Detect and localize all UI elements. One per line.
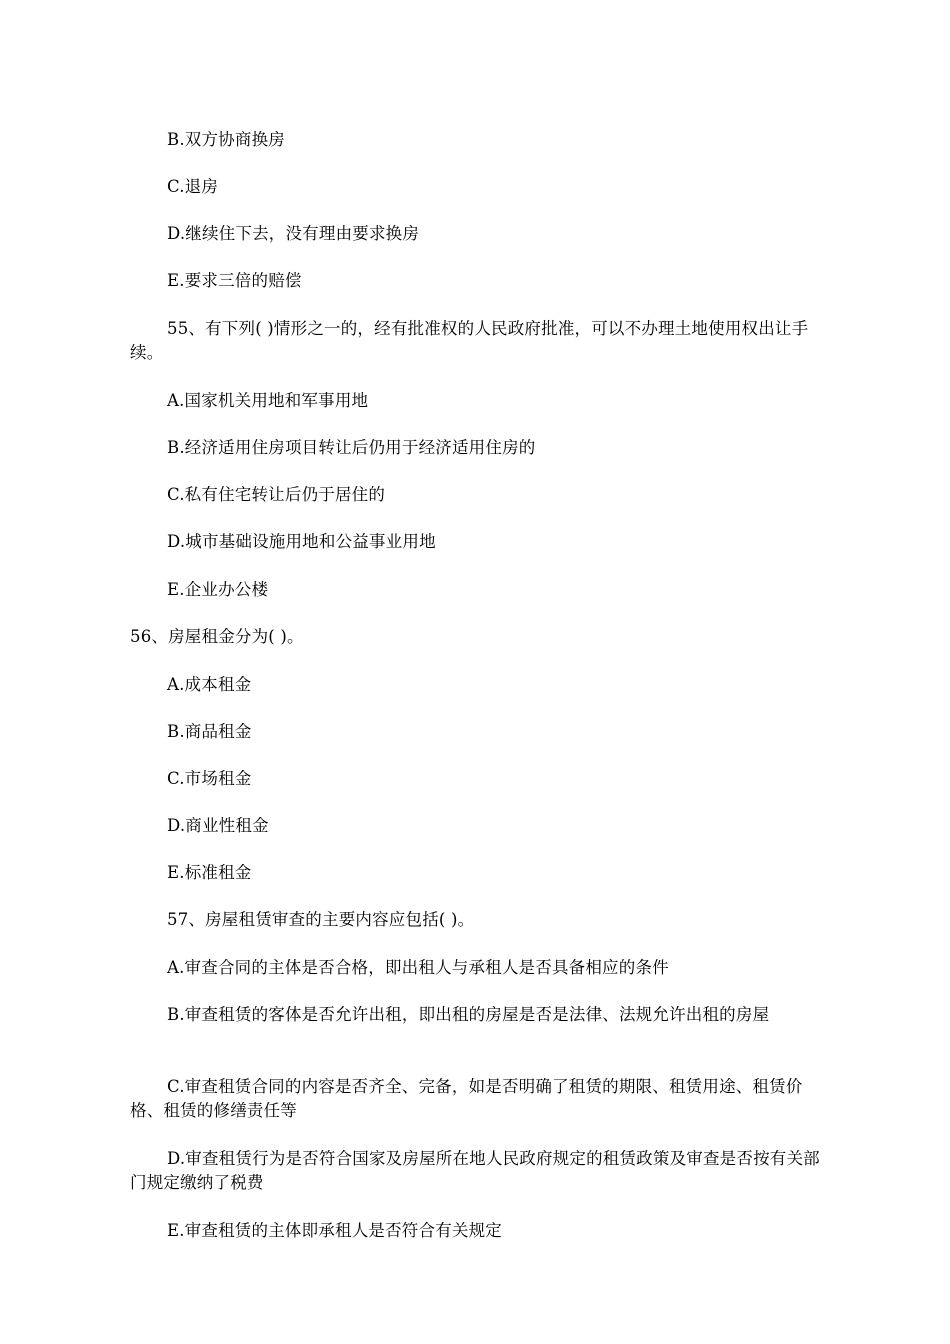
q56-option-d: D.商业性租金: [167, 816, 269, 835]
q56-option-b: B.商品租金: [167, 722, 252, 741]
q56-option-c: C.市场租金: [167, 769, 252, 788]
q57-option-d: D.审查租赁行为是否符合国家及房屋所在地人民政府规定的租赁政策及审查是否按有关部门规定缴纳了税费: [130, 1149, 820, 1192]
q57-option-a: A.审查合同的主体是否合格，即出租人与承租人是否具备相应的条件: [167, 958, 669, 977]
q57-option-c: C.审查租赁合同的内容是否齐全、完备，如是否明确了租赁的期限、租赁用途、租赁价格、租赁的修缮责任等: [130, 1077, 803, 1120]
q55-option-b: B.经济适用住房项目转让后仍用于经济适用住房的: [167, 438, 536, 457]
q55-stem: 55、有下列( )情形之一的，经有批准权的人民政府批准，可以不办理土地使用权出让手续。: [130, 319, 809, 362]
q55-option-a: A.国家机关用地和军事用地: [167, 391, 369, 410]
q54-option-d: D.继续住下去，没有理由要求换房: [167, 224, 420, 243]
q57-option-b: B.审查租赁的客体是否允许出租，即出租的房屋是否是法律、法规允许出租的房屋: [167, 1005, 770, 1024]
q54-option-e: E.要求三倍的赔偿: [167, 271, 302, 290]
q55-option-e: E.企业办公楼: [167, 580, 269, 599]
q56-option-a: A.成本租金: [167, 675, 252, 694]
q56-stem: 56、房屋租金分为( )。: [130, 627, 304, 646]
q54-option-c: C.退房: [167, 177, 219, 196]
q57-stem: 57、房屋租赁审查的主要内容应包括( )。: [167, 910, 475, 929]
q57-option-e: E.审查租赁的主体即承租人是否符合有关规定: [167, 1221, 502, 1240]
q56-option-e: E.标准租金: [167, 863, 252, 882]
q54-option-b: B.双方协商换房: [167, 130, 285, 149]
q55-option-c: C.私有住宅转让后仍于居住的: [167, 485, 386, 504]
q55-option-d: D.城市基础设施用地和公益事业用地: [167, 532, 436, 551]
